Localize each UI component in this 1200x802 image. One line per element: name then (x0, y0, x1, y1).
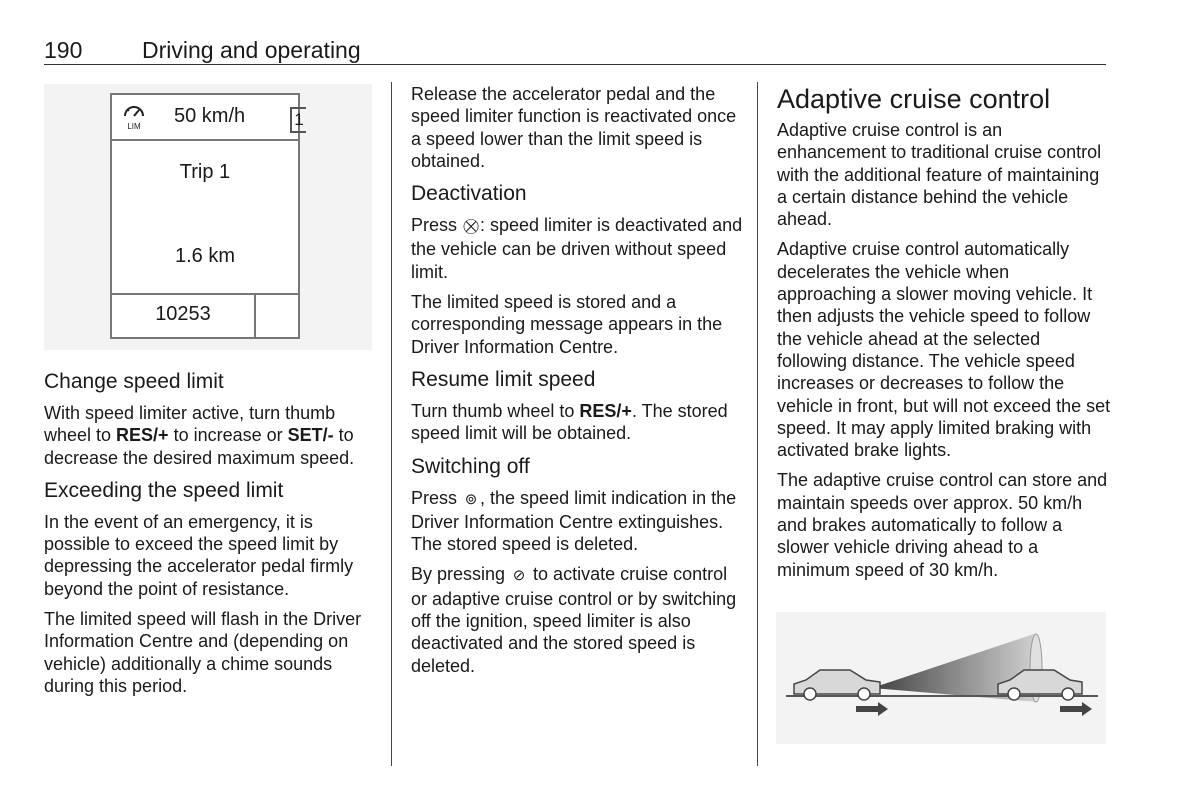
column-middle (411, 83, 747, 685)
paragraph-acc-1: Adaptive cruise control is an enhancement to traditional cruise control with the additional feature of maintaining a certain distance behind the vehicle ahead. (777, 120, 1102, 230)
column-left (44, 368, 380, 705)
heading-change-speed-limit: Change speed limit (44, 370, 224, 393)
limit-speed-readout: 50 km/h (174, 105, 246, 127)
column-divider-left (391, 82, 392, 766)
direction-arrow-icon (856, 702, 888, 716)
trip-label: Trip 1 (179, 161, 231, 183)
paragraph-resume (411, 400, 747, 445)
paragraph-exceed-1: In the event of an emergency, it is possible to exceed the speed limit by depressing the accelerator pedal firmly beyond the point of resistance. (44, 511, 354, 599)
page-indicator: 1 (290, 107, 306, 133)
text-segment: Press (411, 487, 463, 508)
text-segment: to increase or (168, 425, 288, 446)
paragraph-deactivation-2: The limited speed is stored and a corresponding message appears in the Driver Information Centre. (411, 292, 723, 357)
paragraph-switching-off-2 (411, 563, 747, 676)
trip-distance: 1.6 km (174, 245, 236, 267)
text-segment: to decrease the desired maximum speed. (44, 425, 355, 468)
section-title: Driving and operating (142, 37, 361, 63)
page-number: 190 (44, 37, 83, 63)
column-divider-right (757, 82, 758, 766)
heading-deactivation: Deactivation (411, 182, 527, 206)
limiter-off-icon: ⛒ (463, 218, 479, 236)
limiter-icon-label: LIM (127, 122, 141, 131)
paragraph-change-speed-limit (44, 402, 380, 469)
paragraph-acc-2: Adaptive cruise control automatically decelerates the vehicle when approaching a slower moving vehicle. It then adjusts the vehicle speed to follow the vehicle ahead at the selected following distance. The vehicle speed increases or decreases to follow the vehicle in front, but will not exceed the set speed. It may apply limited braking with activated brake lights. (777, 239, 1111, 461)
speed-limiter-button-icon: ⊚ (464, 490, 478, 508)
direction-arrow-icon (1060, 702, 1092, 716)
column-right (777, 84, 1112, 589)
cruise-control-button-icon: ⊘ (512, 567, 526, 585)
text-segment: to activate cruise control or adaptive cruise control or by switching off the ignition, speed limiter is also deactivated and the stored speed is deleted. (411, 564, 737, 676)
text-segment: Turn thumb wheel to (411, 400, 580, 421)
paragraph-release-pedal: Release the accelerator pedal and the speed limiter function is reactivated once a speed lower than the limit speed is obtained. (411, 84, 737, 171)
text-segment: , the speed limit indication in the Driver Information Centre extinguishes. The stored speed is deleted. (411, 487, 737, 555)
heading-adaptive-cruise-control: Adaptive cruise control (777, 84, 1051, 114)
page-header (44, 36, 1106, 65)
text-segment: . The stored speed limit will be obtained. (411, 400, 728, 444)
heading-resume-limit-speed: Resume limit speed (411, 367, 596, 391)
paragraph-deactivation-1 (411, 214, 747, 283)
text-segment: By pressing (411, 564, 511, 585)
acc-illustration (776, 612, 1106, 744)
paragraph-switching-off-1 (411, 487, 747, 556)
res-control-label: RES/+ (579, 400, 632, 421)
paragraph-exceed-2: The limited speed will flash in the Driver Information Centre and (depending on vehicle) additionally a chime sounds during this period. (44, 609, 362, 696)
heading-exceeding-speed-limit: Exceeding the speed limit (44, 478, 284, 502)
text-segment: Press (411, 215, 463, 236)
text-segment: With speed limiter active, turn thumb wheel to (44, 403, 336, 446)
res-control-label: RES/+ (116, 425, 169, 446)
set-control-label: SET/- (287, 425, 334, 446)
driver-info-display (110, 93, 304, 339)
odometer-readout: 10253 (155, 303, 211, 325)
speed-limiter-icon (120, 101, 148, 133)
display-bottom-row (112, 293, 298, 339)
paragraph-acc-3: The adaptive cruise control can store and maintain speeds over approx. 50 km/h and brakes automatically to follow a slower vehicle driving ahead to a minimum speed of 30 km/h. (777, 470, 1108, 580)
heading-switching-off: Switching off (411, 454, 530, 478)
text-segment: : speed limiter is deactivated and the vehicle can be driven without speed limit. (411, 215, 743, 282)
display-top-row (112, 95, 304, 141)
bottom-row-separator (254, 295, 256, 339)
